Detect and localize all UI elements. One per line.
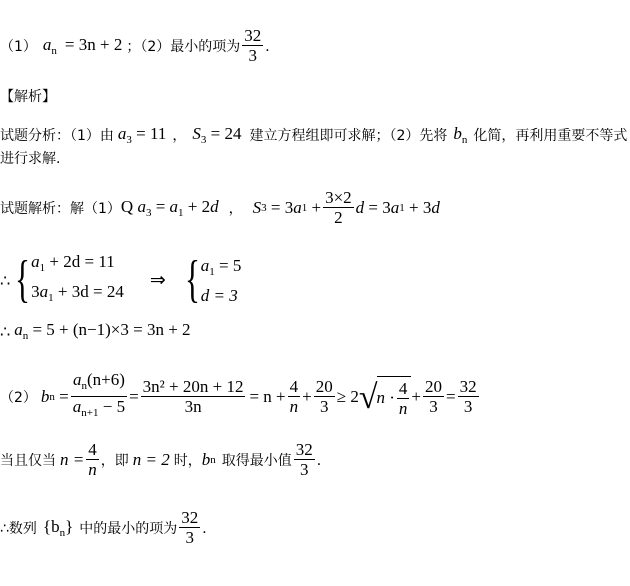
general-term-expr: $a_n = 5 + (n-1)\times 3 = 3n + 2$ bbox=[14, 320, 191, 342]
therefore-symbol: ∴ bbox=[0, 270, 11, 290]
analysis-line-2 bbox=[0, 148, 60, 168]
analysis-a3: $a_3 = 11$ bbox=[117, 124, 167, 146]
equality-line: 当且仅当 n = $\frac{4}{n}$ ，即 n = 2 时， b n 取得最小值 $\frac{32}{3}$ ． bbox=[0, 440, 331, 479]
general-term-line bbox=[0, 320, 191, 342]
answer-line bbox=[0, 26, 279, 65]
answer-expr-1: $a_n = 3n + 2$ bbox=[42, 34, 123, 57]
conclusion-min-value: $\frac{32}{3}$ bbox=[181, 508, 199, 547]
analysis-prefix: 试题分析：（1）由 bbox=[0, 128, 114, 144]
analysis-s3: $S_3 = 24$ bbox=[192, 124, 242, 146]
system-right: { $a_1 = 5$ d = 3 bbox=[184, 251, 242, 308]
part2-line: （2） b n = $\frac{a_n(n+6)}{a_{n+1} - 5}$ = $\frac{\text{3n² + 20n + 12}}{3n}$ = n + $\frac{4}{n}$ + $\frac{20}{3}$ ≥ 2 √ n · $\frac{4}{n}$ + $\frac{20}{3}$ = $\frac{32}{3}$ bbox=[0, 370, 481, 423]
equality-prefix: 当且仅当 bbox=[0, 452, 56, 469]
analysis-tail: 化简，再利用重要不等式 bbox=[473, 128, 628, 144]
implies-arrow: ⇒ bbox=[149, 269, 166, 291]
answer-min-value: $\frac{32}{3}$ bbox=[244, 26, 262, 65]
analysis-line-1: 试题分析：（1）由 $a_3 = 11$ ， $S_3 = 24$ 建立方程组即可求解；（2）先将 $b_n$ 化简，再利用重要不等式 bbox=[0, 124, 628, 146]
solution-eq-1: Q $a_3 = a_1 + 2d$ bbox=[120, 196, 219, 219]
section-heading bbox=[0, 86, 56, 106]
solution-eq-2: S 3 = 3 a 1 + $\frac{3\times 2}{2}$ d = 3 a 1 + 3 d bbox=[252, 188, 440, 227]
analysis-bn: $b_n$ bbox=[453, 124, 468, 146]
conclusion-line: ∴数列 $\{b_n\}$ 中的最小的项为 $\frac{32}{3}$ ． bbox=[0, 508, 217, 547]
system-left: { $a_1 + 2d = 11$ $3a_1 + 3d = 24$ bbox=[15, 251, 124, 308]
frac-poly: $\frac{\text{3n² + 20n + 12}}{3n}$ bbox=[142, 377, 244, 416]
answer-label-1: （1） bbox=[0, 38, 37, 55]
sqrt-expr: √ n · $\frac{4}{n}$ bbox=[359, 376, 412, 418]
analysis-mid: 建立方程组即可求解；（2）先将 bbox=[249, 128, 448, 144]
therefore-2: ∴ bbox=[0, 321, 11, 341]
heading-text: 【解析】 bbox=[0, 89, 56, 105]
equality-frac: $\frac{4}{n}$ bbox=[88, 440, 97, 479]
solution-prefix: 试题解析：解（1） bbox=[0, 200, 121, 217]
sequence-symbol: $\{b_n\}$ bbox=[42, 516, 74, 539]
equality-min-value: $\frac{32}{3}$ bbox=[295, 440, 313, 479]
system-line bbox=[0, 250, 241, 310]
part2-result: $\frac{32}{3}$ bbox=[459, 377, 477, 416]
frac-an: $\frac{a_n(n+6)}{a_{n+1} - 5}$ bbox=[72, 370, 126, 419]
analysis-line-2-text: 进行求解. bbox=[0, 151, 61, 167]
part2-label: （2） bbox=[0, 389, 37, 406]
answer-end: ． bbox=[265, 38, 280, 55]
frac-4-n: $\frac{4}{n}$ bbox=[289, 377, 299, 416]
answer-separator: ；（2）最小的项为 bbox=[126, 38, 241, 55]
solution-line: 试题解析：解（1） Q $a_3 = a_1 + 2d$ ， S 3 = 3 a 1 + $\frac{3\times 2}{2}$ d = 3 a 1 + 3 d bbox=[0, 188, 440, 227]
conclusion-prefix: ∴数列 bbox=[0, 520, 37, 537]
frac-20-3: $\frac{20}{3}$ bbox=[315, 377, 333, 416]
